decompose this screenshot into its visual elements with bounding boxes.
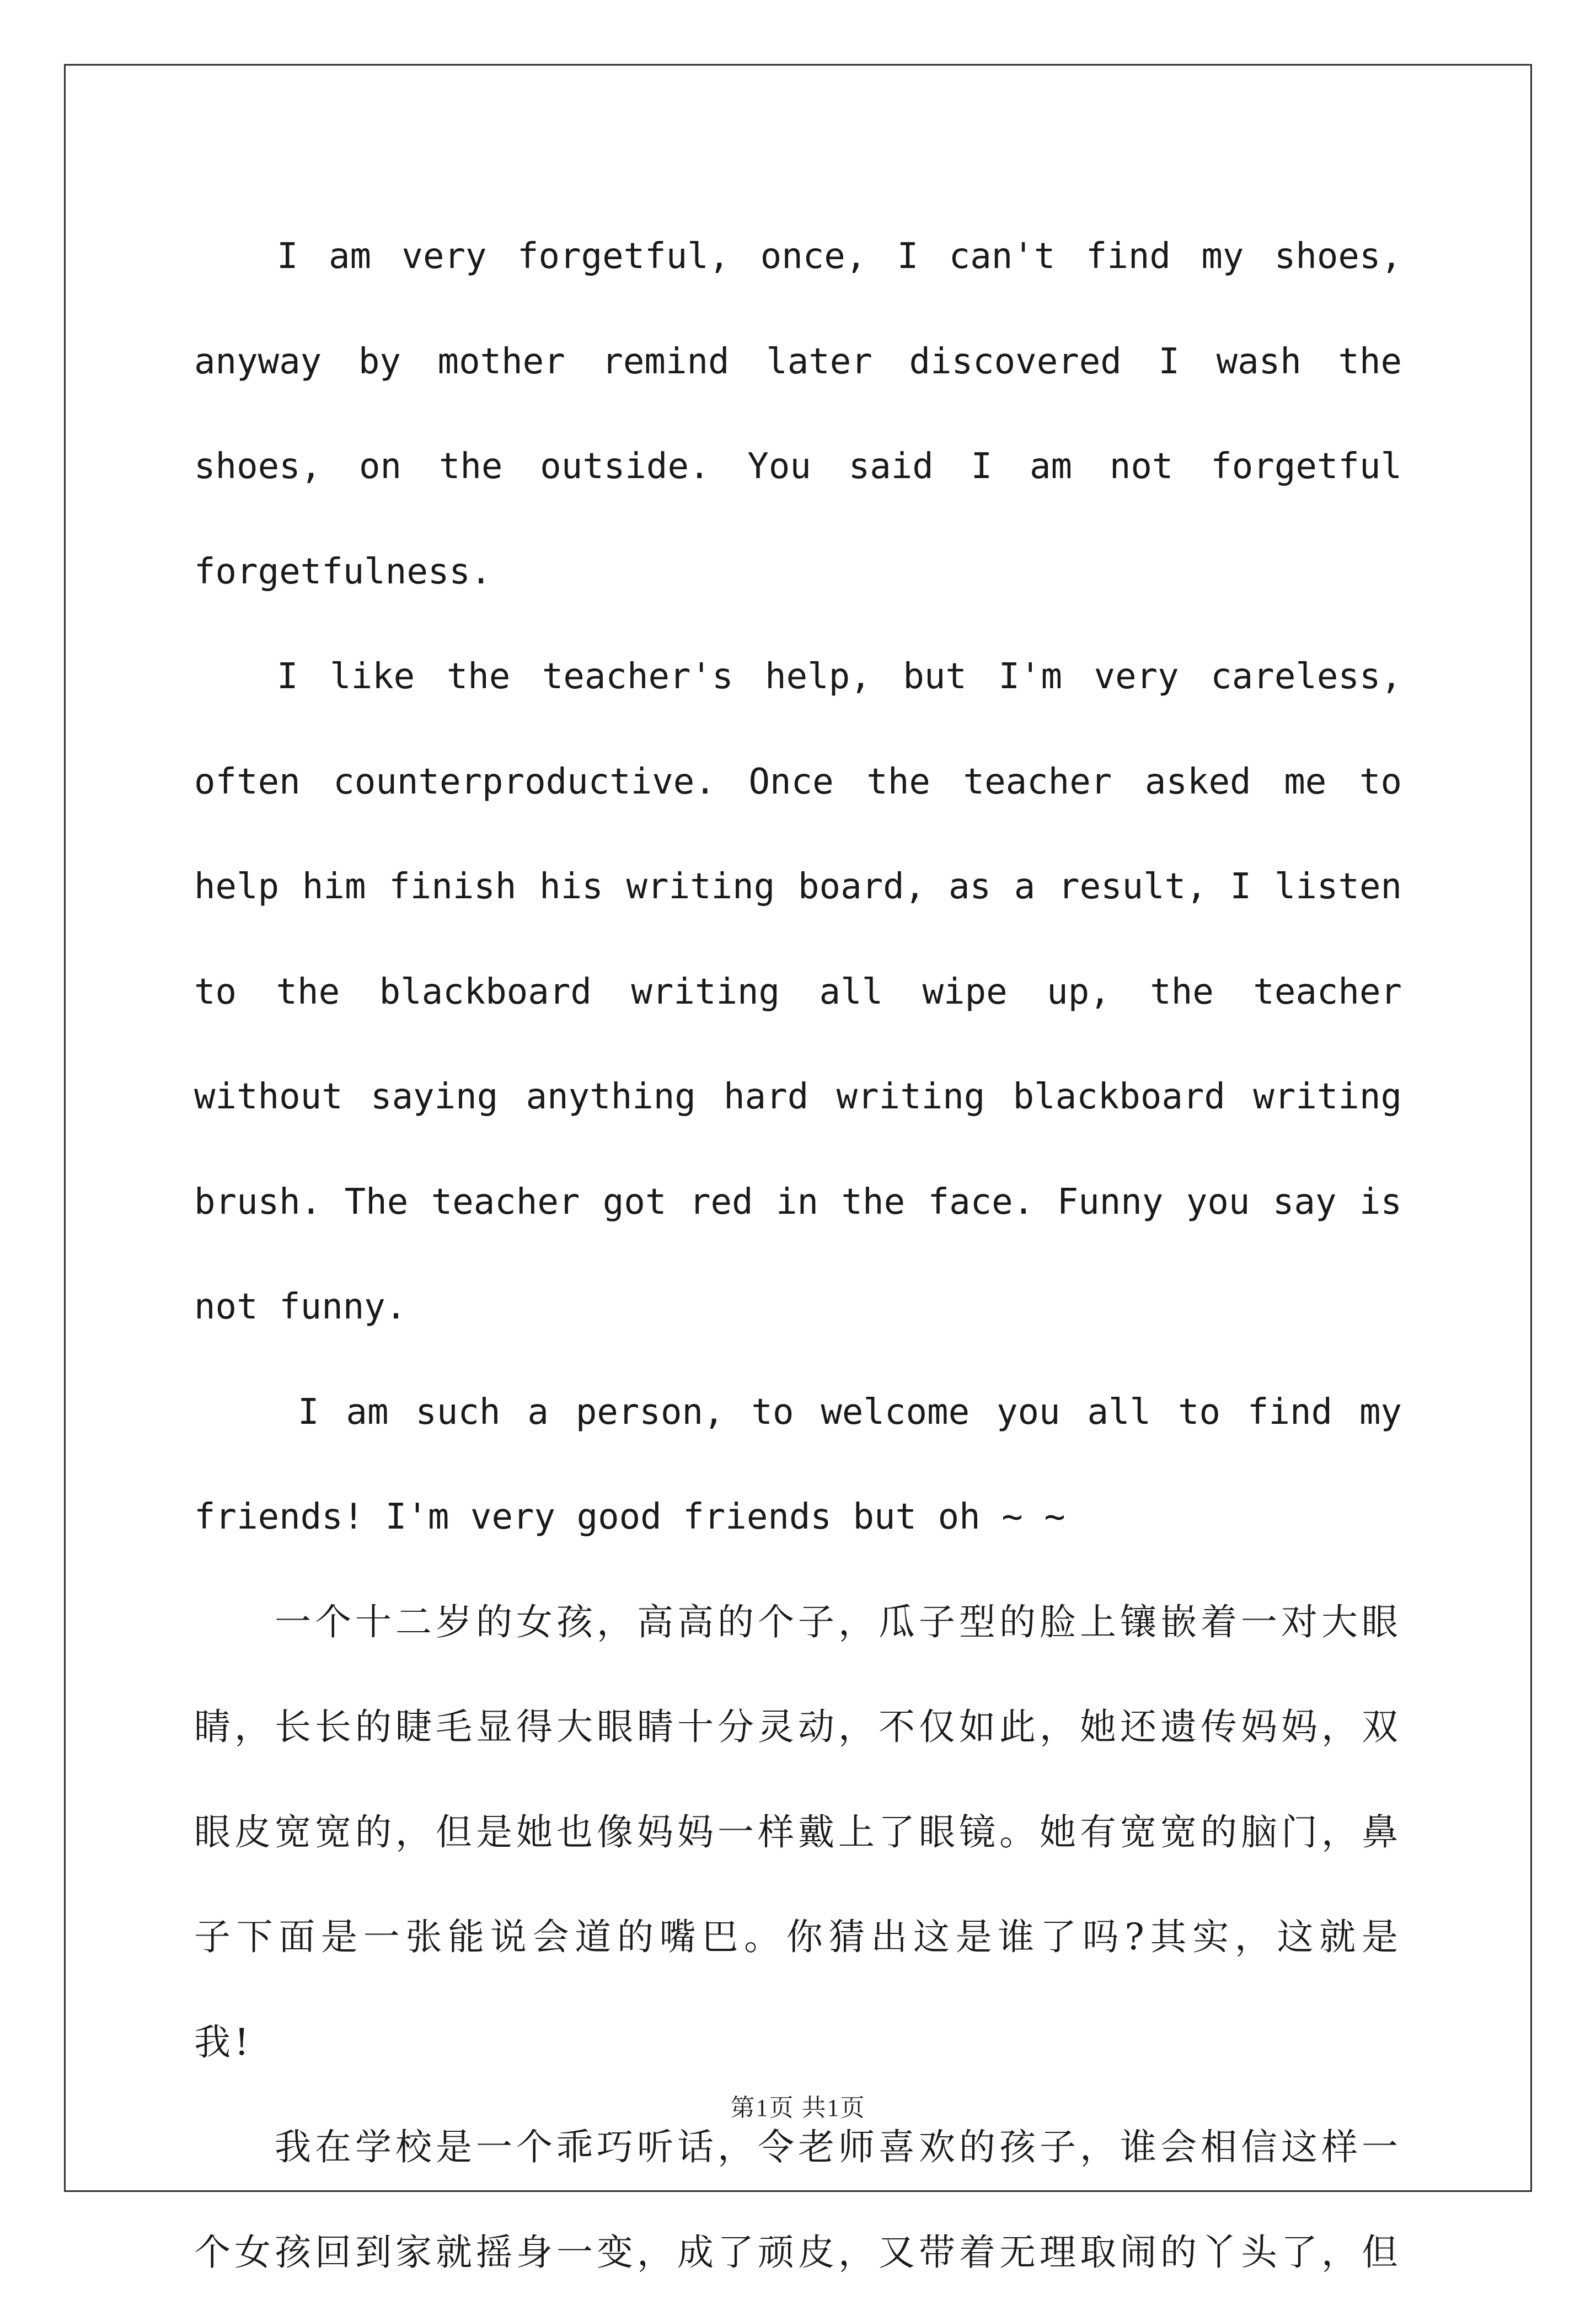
paragraph-self-description: 一个十二岁的女孩，高高的个子，瓜子型的脸上镶嵌着一对大眼睛，长长的睫毛显得大眼睛十分灵动，不仅如此，她还遗传妈妈，双眼皮宽宽的，但是她也像妈妈一样戴上了眼镜。她有宽宽的脑门，鼻子下面是一张能说会道的嘴巴。你猜出这是谁了吗?其实，这就是我!: [194, 1600, 1402, 2063]
page-number-footer: 第1页 共1页: [730, 2094, 866, 2121]
paragraph-school-behavior: 我在学校是一个乖巧听话，令老师喜欢的孩子，谁会相信这样一个女孩回到家就摇身一变，成了顽皮，又带着无理取闹的丫头了，但: [194, 2126, 1402, 2274]
paragraph-such-a-person: I am such a person, to welcome you all to find my friends! I'm very good friends but oh ~ ~: [194, 1391, 1402, 1537]
paragraph-careless: I like the teacher's help, but I'm very careless, often counterproductive. Once the teacher asked me to help him finish his writing board, as a result, I listen to the blackboard writing all wipe up, the teacher without saying anything hard writing blackboard writing brush. The teacher got red in the face. Funny you say is not funny.: [194, 656, 1402, 1327]
document-body: [194, 204, 1402, 2305]
paragraph-forgetful: I am very forgetful, once, I can't find my shoes, anyway by mother remind later discovered I wash the shoes, on the outside. You said I am not forgetful forgetfulness.: [194, 236, 1402, 592]
